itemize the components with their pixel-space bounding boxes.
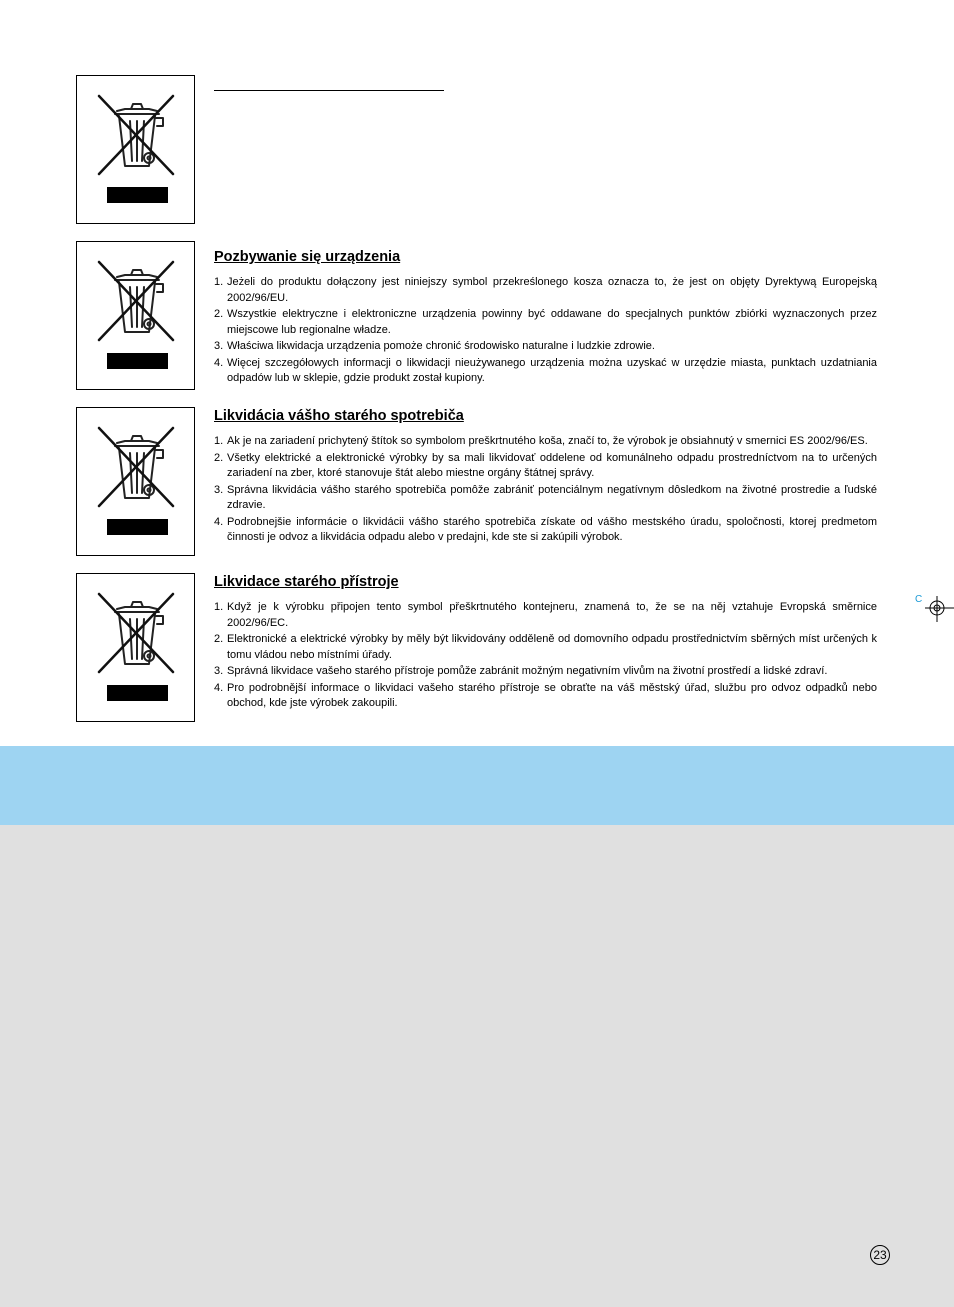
item-number: 1.: [214, 276, 224, 288]
section-slovak: [214, 407, 877, 547]
registration-mark-icon: [915, 594, 954, 624]
item-text: Elektronické a elektrické výrobky by měly být likvidovány odděleně od domovního odpadu prostřednictvím sběrných míst určených k tomu vládou nebo místními úřady.: [227, 633, 877, 661]
item-text: Więcej szczegółowych informacji o likwidacji nieużywanego urządzenia można uzyskać w urzędzie miasta, punktach uzdatniania odpadów lub w sklepie, gdzie produkt został kupiony.: [227, 356, 877, 384]
registration-mark-letter: C: [915, 594, 923, 605]
list-item: [214, 356, 877, 387]
item-number: 4.: [214, 356, 224, 369]
item-text: Správna likvidácia vášho starého spotrebiča pomôže zabrániť potenciálnym negatívnym dôsledkom na životné prostredie a ľudské zdravie.: [227, 483, 877, 511]
gray-area: [0, 825, 954, 1307]
weee-icon-box-3: [76, 407, 195, 556]
list-item: [214, 483, 877, 514]
item-text: Właściwa likwidacja urządzenia pomoże chronić środowisko naturalne i ludzkie zdrowie.: [227, 340, 655, 352]
item-text: Správná likvidace vašeho starého přístroje pomůže zabránit možným negativním vlivům na životní prostředí a lidské zdraví.: [227, 665, 828, 677]
page-number: 23: [870, 1245, 890, 1265]
crossed-bin-icon: [77, 76, 196, 225]
list-item: [214, 339, 877, 355]
weee-icon-box-1: [76, 75, 195, 224]
list-item: [214, 600, 877, 631]
item-list: [214, 434, 877, 546]
item-number: 3.: [214, 340, 224, 352]
item-text: Pro podrobnější informace o likvidaci vašeho starého přístroje se obraťte na váš městský úřad, službu pro odvoz odpadků nebo obchod, kde jste výrobek zakoupili.: [227, 681, 877, 709]
list-item: [214, 632, 877, 663]
section-polish: [214, 248, 877, 388]
item-number: 4.: [214, 515, 224, 528]
crossed-bin-icon: [77, 574, 196, 723]
item-number: 1.: [214, 601, 224, 613]
top-rule: [214, 90, 444, 91]
item-list: [214, 600, 877, 712]
item-number: 1.: [214, 435, 224, 447]
item-text: Ak je na zariadení prichytený štítok so symbolom preškrtnutého koša, značí to, že výrobok je obsiahnutý v smernici ES 2002/96/ES.: [227, 435, 868, 447]
list-item: [214, 275, 877, 306]
crossed-bin-icon: [77, 408, 196, 557]
list-item: [214, 451, 877, 482]
weee-icon-box-2: [76, 241, 195, 390]
list-item: [214, 515, 877, 546]
crossed-bin-icon: [77, 242, 196, 391]
weee-icon-box-4: [76, 573, 195, 722]
section-title: Likvidácia vášho starého spotrebiča: [214, 408, 464, 424]
blue-band: [0, 746, 954, 825]
section-title: Pozbywanie się urządzenia: [214, 249, 401, 265]
section-title: Likvidace starého přístroje: [214, 574, 399, 590]
section-czech: [214, 573, 877, 713]
item-number: 3.: [214, 665, 224, 677]
list-item: [214, 434, 877, 450]
item-number: 4.: [214, 681, 224, 694]
list-item: [214, 681, 877, 712]
item-number: 2.: [214, 633, 224, 645]
item-text: Podrobnejšie informácie o likvidácii vášho starého spotrebiča získate od vášho mestského úradu, spoločnosti, ktorej predmetom činnosti je odvoz a likvidácia odpadu alebo v predajni, kde ste si zakúpili výrobok.: [227, 515, 877, 543]
item-number: 3.: [214, 483, 224, 496]
item-text: Jeżeli do produktu dołączony jest niniejszy symbol przekreślonego kosza oznacza to, że jest on objęty Dyrektywą Europejską 2002/96/EU.: [227, 276, 877, 304]
item-list: [214, 275, 877, 387]
item-text: Wszystkie elektryczne i elektroniczne urządzenia powinny być oddawane do specjalnych punktów zbiórki wyznaczonych przez miejscowe lub regionalne władze.: [227, 308, 877, 336]
item-number: 2.: [214, 451, 224, 464]
item-text: Když je k výrobku připojen tento symbol přeškrtnutého kontejneru, znamená to, že se na něj vztahuje Evropská směrnice 2002/96/EC.: [227, 601, 877, 629]
item-number: 2.: [214, 308, 224, 320]
list-item: [214, 664, 877, 680]
list-item: [214, 307, 877, 338]
item-text: Všetky elektrické a elektronické výrobky by sa mali likvidovať oddelene od komunálneho odpadu prostredníctvom na to určených zariadení na zber, ktoré stanovuje štát alebo miestne orgány štátnej správy.: [227, 451, 877, 479]
